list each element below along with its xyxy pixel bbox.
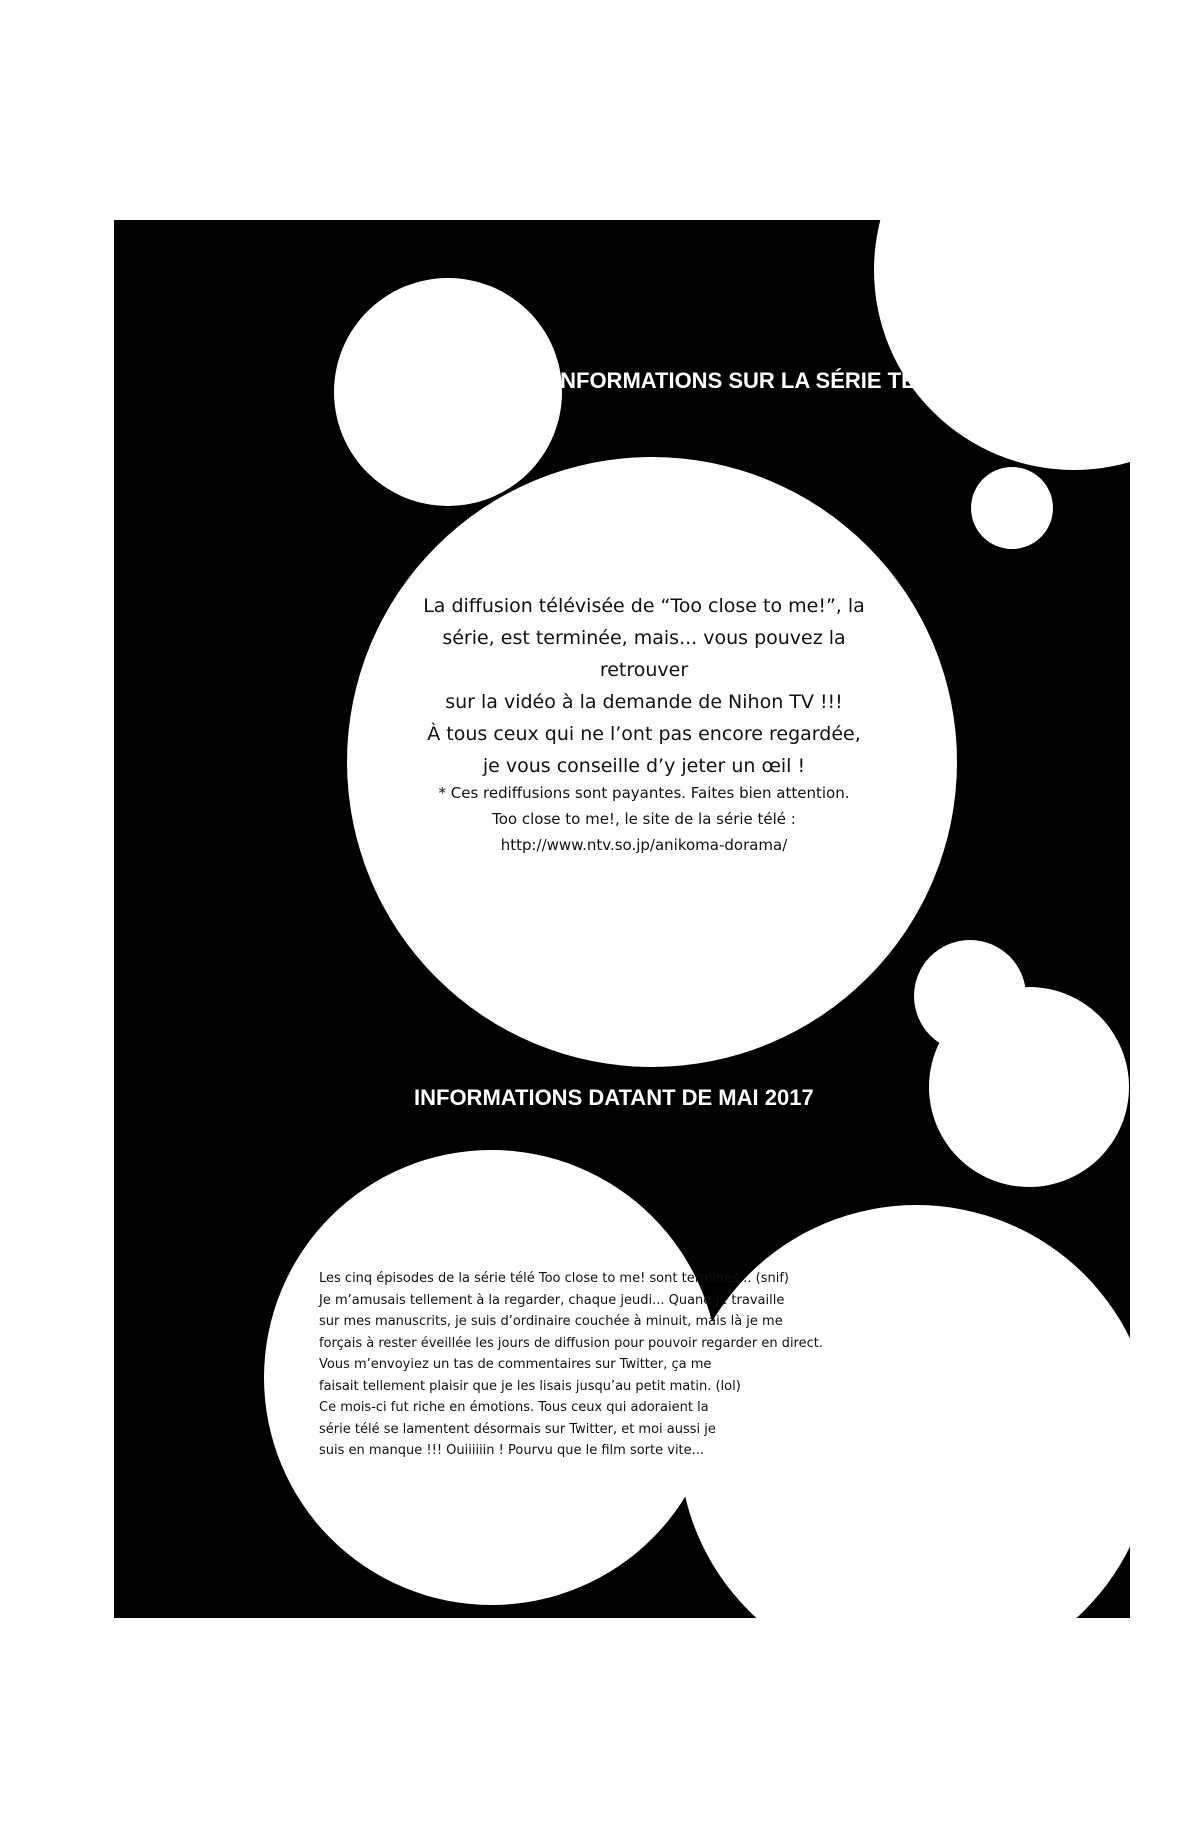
- heading-tv-series: INFORMATIONS SUR LA SÉRIE TÉLÉVISÉE: [554, 368, 1009, 393]
- may-info-line: forçais à rester éveillée les jours de diffusion pour pouvoir regarder en direct.: [319, 1335, 823, 1351]
- tv-info-line: La diffusion télévisée de “Too close to me!”, la: [423, 595, 865, 617]
- bubble-right-mid-b: [929, 987, 1129, 1187]
- may-info-line: suis en manque !!! Ouiiiiiin ! Pourvu que le film sorte vite...: [319, 1443, 705, 1458]
- may-info-line: Je m’amusais tellement à la regarder, chaque jeudi... Quand je travaille: [319, 1292, 785, 1308]
- bubble-top-left: [334, 278, 562, 506]
- may-info-line: série télé se lamentent désormais sur Twitter, et moi aussi je: [319, 1421, 716, 1437]
- may-info-line: sur mes manuscrits, je suis d’ordinaire couchée à minuit, mais là je me: [319, 1314, 783, 1329]
- bubble-small-right: [971, 467, 1053, 549]
- black-panel: [114, 220, 1130, 1618]
- tv-info-line: sur la vidéo à la demande de Nihon TV !!!: [445, 691, 843, 713]
- heading-may-2017: INFORMATIONS DATANT DE MAI 2017: [414, 1085, 814, 1110]
- may-info-line: Vous m’envoyiez un tas de commentaires sur Twitter, ça me: [319, 1357, 712, 1372]
- tv-info-line: À tous ceux qui ne l’ont pas encore regardée,: [427, 723, 861, 745]
- tv-info-line: série, est terminée, mais... vous pouvez la retrouver: [442, 627, 846, 681]
- may-info-text: [319, 1268, 859, 1462]
- may-info-line: faisait tellement plaisir que je les lisais jusqu’au petit matin. (lol): [319, 1378, 741, 1394]
- tv-info-note: [404, 780, 884, 858]
- tv-note-line: Too close to me!, le site de la série télé :: [492, 810, 796, 828]
- tv-info-line: je vous conseille d’y jeter un œil !: [482, 755, 806, 777]
- tv-note-url: http://www.ntv.so.jp/anikoma-dorama/: [500, 836, 788, 854]
- tv-note-line: * Ces rediffusions sont payantes. Faites bien attention.: [438, 784, 850, 802]
- tv-info-text: [404, 590, 884, 782]
- bubble-top-right: [874, 220, 1130, 470]
- may-info-line: Ce mois-ci fut riche en émotions. Tous ceux qui adoraient la: [319, 1400, 709, 1415]
- may-info-line: Les cinq épisodes de la série télé Too close to me! sont terminés... (snif): [319, 1271, 789, 1286]
